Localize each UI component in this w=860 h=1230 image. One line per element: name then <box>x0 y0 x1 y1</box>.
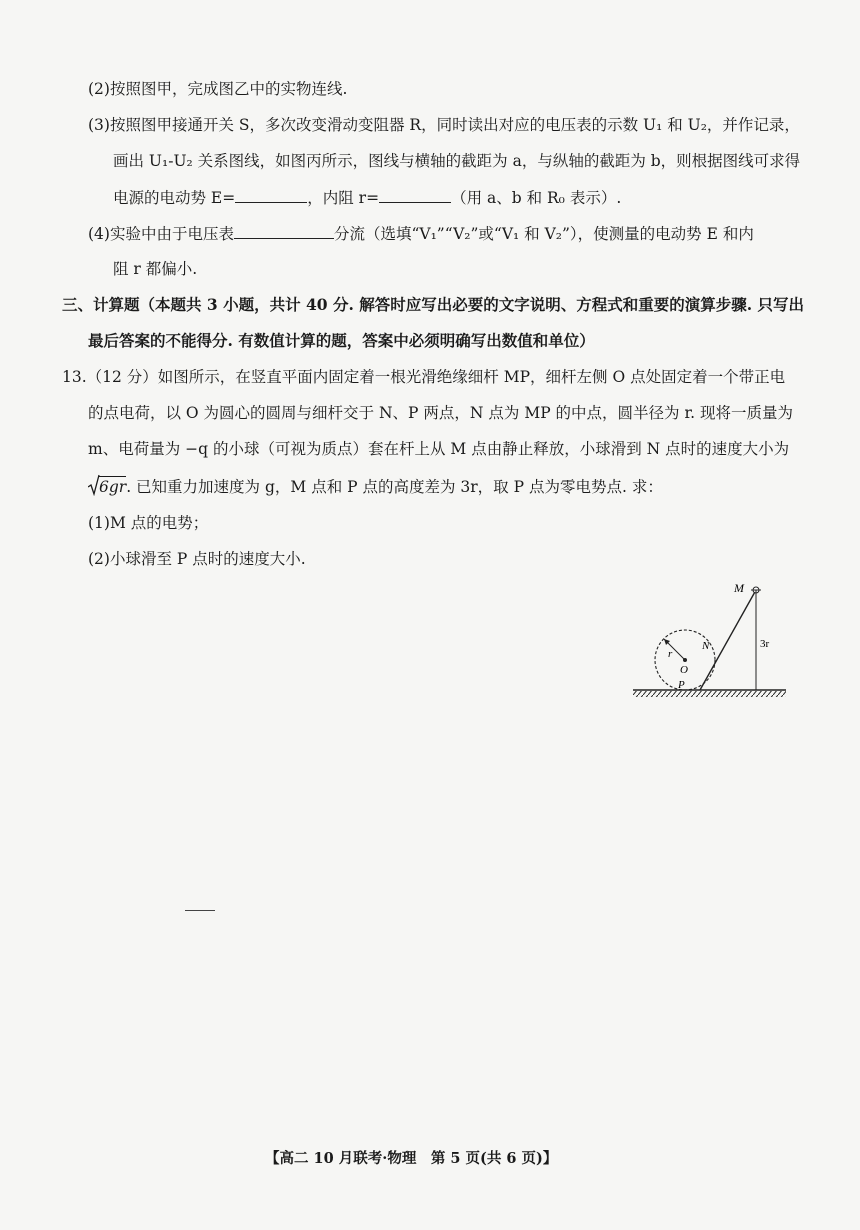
q12-part2: (2)按照图甲，完成图乙中的实物连线. <box>88 80 348 98</box>
section3-heading-cont: 最后答案的不能得分. 有数值计算的题，答案中必须明确写出数值和单位） <box>88 331 595 350</box>
emf-prompt: 电源的电动势 E= <box>113 189 236 207</box>
emf-answer-blank[interactable] <box>235 186 307 203</box>
q12-part4-line2: 阻 r 都偏小. <box>113 260 198 278</box>
page-footer: 【高二 10 月联考·物理 第 5 页(共 6 页)】 <box>265 1150 558 1167</box>
q13-line4-rest: . 已知重力加速度为 g，M 点和 P 点的高度差为 3r，取 P 点为零电势点. 求： <box>126 478 663 496</box>
q13-line1: 13.（12 分）如图所示，在竖直平面内固定着一根光滑绝缘细杆 MP，细杆左侧 O 点处固定着一个带正电 <box>62 368 786 386</box>
answer-hint: （用 a、b 和 R₀ 表示）. <box>451 189 622 207</box>
stray-mark <box>185 910 215 911</box>
q13-line2: 的点电荷，以 O 为圆心的圆周与细杆交于 N、P 两点，N 点为 MP 的中点，圆半径为 r. 现将一质量为 <box>88 404 794 422</box>
q12-part3-line2: 画出 U₁-U₂ 关系图线，如图丙所示，图线与横轴的截距为 a，与纵轴的截距为 b，则根据图线可求得 <box>113 152 801 170</box>
resistance-prompt: ，内阻 r= <box>307 189 380 207</box>
label-r: r <box>668 648 673 660</box>
voltmeter-prompt: (4)实验中由于电压表 <box>88 225 234 243</box>
label-o: O <box>680 664 688 676</box>
sqrt-radicand: 6gr <box>99 478 127 496</box>
q12-part3-line3 <box>113 186 621 209</box>
q12-part4-line1 <box>88 222 754 245</box>
resistance-answer-blank[interactable] <box>379 186 451 203</box>
sqrt-expression <box>88 476 126 498</box>
section3-heading: 三、计算题（本题共 3 小题，共计 40 分. 解答时应写出必要的文字说明、方程式和重要的演算步骤. 只写出 <box>62 295 805 314</box>
ground-hatch <box>633 691 786 697</box>
label-m: M <box>734 581 744 595</box>
q13-line4 <box>88 476 663 498</box>
label-p: P <box>678 679 685 691</box>
voltmeter-options: 分流（选填“V₁”“V₂”或“V₁ 和 V₂”），使测量的电动势 E 和内 <box>333 225 754 243</box>
q13-figure <box>628 575 798 715</box>
q13-subquestion-2: (2)小球滑至 P 点时的速度大小. <box>88 550 306 568</box>
label-3r: 3r <box>760 638 770 650</box>
q12-part3-line1: (3)按照图甲接通开关 S，多次改变滑动变阻器 R，同时读出对应的电压表的示数 U₁ 和 U₂，并作记录， <box>88 116 800 134</box>
q13-subquestion-1: (1)M 点的电势； <box>88 514 209 532</box>
q13-line3: m、电荷量为 −q 的小球（可视为质点）套在杆上从 M 点由静止释放，小球滑到 N 点时的速度大小为 <box>88 440 790 458</box>
label-n: N <box>702 640 710 652</box>
sqrt-icon <box>88 474 100 496</box>
voltmeter-answer-blank[interactable] <box>234 222 334 239</box>
